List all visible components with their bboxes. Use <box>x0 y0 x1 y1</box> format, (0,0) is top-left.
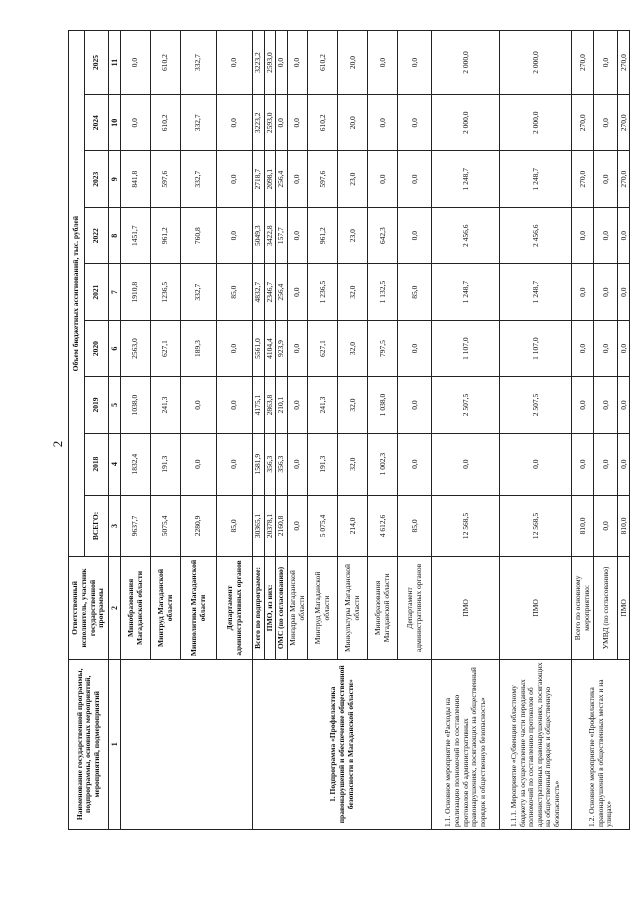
value-cell: 2863,8 <box>264 377 276 433</box>
value-cell: 2 000,0 <box>500 31 572 95</box>
value-cell: 760,8 <box>181 207 217 263</box>
executor-cell: ПМО <box>618 557 630 659</box>
value-cell: 256,4 <box>276 264 288 320</box>
value-cell: 610,2 <box>151 31 181 95</box>
executor-cell: Минтруд Магаданской области <box>308 557 338 659</box>
header-year: 2022 <box>85 207 109 263</box>
value-cell: 0,0 <box>217 377 253 433</box>
measure-name: 1.1.1. Мероприятие «Субвенции областному бюджету на осуществление части переданных полномочий по составлению протоколов об административных правонарушениях, посягающих на общественный порядок и общественную безопасность» <box>500 659 572 829</box>
value-cell: 0,0 <box>572 320 594 376</box>
executor-cell: Минобразования Магаданской области <box>121 557 151 659</box>
value-cell: 270,0 <box>618 95 630 151</box>
table-row <box>572 31 594 830</box>
value-cell: 0,0 <box>594 377 618 433</box>
value-cell: 0,0 <box>618 433 630 495</box>
header-year: 2020 <box>85 320 109 376</box>
value-cell: 356,3 <box>264 433 276 495</box>
value-cell: 0,0 <box>217 31 253 95</box>
table-row <box>500 31 572 830</box>
value-cell: 2 000,0 <box>500 95 572 151</box>
value-cell: 12 568,5 <box>432 495 500 557</box>
value-cell: 0,0 <box>217 95 253 151</box>
value-cell: 0,0 <box>618 264 630 320</box>
value-cell: 0,0 <box>618 320 630 376</box>
value-cell: 4 612,6 <box>368 495 398 557</box>
value-cell: 2346,7 <box>264 264 276 320</box>
value-cell: 0,0 <box>121 95 151 151</box>
value-cell: 1 248,7 <box>432 264 500 320</box>
value-cell: 2593,0 <box>264 31 276 95</box>
value-cell: 0,0 <box>500 433 572 495</box>
value-cell: 2 000,0 <box>432 95 500 151</box>
value-cell: 610,2 <box>308 95 338 151</box>
value-cell: 270,0 <box>618 31 630 95</box>
value-cell: 0,0 <box>288 95 308 151</box>
column-number: 10 <box>109 95 121 151</box>
value-cell: 0,0 <box>181 433 217 495</box>
table-row <box>253 31 265 830</box>
value-cell: 5075,4 <box>151 495 181 557</box>
value-cell: 332,7 <box>181 264 217 320</box>
value-cell: 270,0 <box>572 31 594 95</box>
column-number: 1 <box>109 659 121 829</box>
value-cell: 2 507,5 <box>432 377 500 433</box>
value-cell: 85,0 <box>217 264 253 320</box>
header-year: 2021 <box>85 264 109 320</box>
value-cell: 0,0 <box>217 320 253 376</box>
value-cell: 0,0 <box>432 433 500 495</box>
value-cell: 0,0 <box>368 151 398 207</box>
value-cell: 2 507,5 <box>500 377 572 433</box>
value-cell: 332,7 <box>181 151 217 207</box>
value-cell: 0,0 <box>618 377 630 433</box>
value-cell: 23,0 <box>338 151 368 207</box>
table-row <box>121 31 151 830</box>
value-cell: 332,7 <box>181 95 217 151</box>
measure-1-1-1-rows <box>500 31 572 830</box>
measure-1-2-rows <box>572 31 630 830</box>
executor-cell: Минтруд Магаданской области <box>151 557 181 659</box>
header-year: 2018 <box>85 433 109 495</box>
executor-cell: ПМО <box>500 557 572 659</box>
executor-cell: Департамент административных органов <box>217 557 253 659</box>
column-number: 9 <box>109 151 121 207</box>
value-cell: 210,1 <box>276 377 288 433</box>
value-cell: 3223,2 <box>253 95 265 151</box>
value-cell: 9637,7 <box>121 495 151 557</box>
value-cell: 0,0 <box>368 95 398 151</box>
value-cell: 1 107,0 <box>432 320 500 376</box>
column-number: 5 <box>109 377 121 433</box>
executor-cell: Минздрав Магаданской области <box>288 557 308 659</box>
value-cell: 85,0 <box>398 264 432 320</box>
value-cell: 4832,7 <box>253 264 265 320</box>
value-cell: 2 456,6 <box>432 207 500 263</box>
column-number: 2 <box>109 557 121 659</box>
value-cell: 1451,7 <box>121 207 151 263</box>
header-year: 2023 <box>85 151 109 207</box>
header-year: 2019 <box>85 377 109 433</box>
value-cell: 189,3 <box>181 320 217 376</box>
value-cell: 0,0 <box>288 377 308 433</box>
value-cell: 241,3 <box>151 377 181 433</box>
value-cell: 0,0 <box>217 151 253 207</box>
value-cell: 356,3 <box>276 433 288 495</box>
value-cell: 2280,9 <box>181 495 217 557</box>
value-cell: 0,0 <box>398 207 432 263</box>
value-cell: 0,0 <box>276 95 288 151</box>
executor-cell: Минобразования Магаданской области <box>368 557 398 659</box>
value-cell: 2098,1 <box>264 151 276 207</box>
value-cell: 1 248,7 <box>432 151 500 207</box>
executor-cell: ПМО, из них: <box>264 557 276 659</box>
header-name: Наименование государственной программы, подпрограммы, основных мероприятий, мероприятий, подмероприятий <box>69 659 109 829</box>
value-cell: 5561,0 <box>253 320 265 376</box>
value-cell: 0,0 <box>572 433 594 495</box>
value-cell: 20,0 <box>338 95 368 151</box>
value-cell: 2593,0 <box>264 95 276 151</box>
value-cell: 0,0 <box>288 320 308 376</box>
header-funding: Объем бюджетных ассигнований, тыс. рублей <box>69 31 85 557</box>
header-year: 2025 <box>85 31 109 95</box>
value-cell: 1 248,7 <box>500 151 572 207</box>
column-number: 4 <box>109 433 121 495</box>
value-cell: 1581,9 <box>253 433 265 495</box>
executor-cell: Минкультуры Магаданской области <box>338 557 368 659</box>
value-cell: 0,0 <box>594 31 618 95</box>
value-cell: 0,0 <box>181 377 217 433</box>
value-cell: 20,0 <box>338 31 368 95</box>
value-cell: 0,0 <box>594 433 618 495</box>
value-cell: 1038,0 <box>121 377 151 433</box>
program-name-cell <box>121 659 253 829</box>
value-cell: 0,0 <box>398 377 432 433</box>
value-cell: 0,0 <box>288 207 308 263</box>
value-cell: 1 236,5 <box>308 264 338 320</box>
value-cell: 961,2 <box>308 207 338 263</box>
value-cell: 0,0 <box>288 495 308 557</box>
value-cell: 12 568,5 <box>500 495 572 557</box>
value-cell: 0,0 <box>594 264 618 320</box>
value-cell: 85,0 <box>398 495 432 557</box>
value-cell: 85,0 <box>217 495 253 557</box>
value-cell: 0,0 <box>572 377 594 433</box>
value-cell: 642,3 <box>368 207 398 263</box>
value-cell: 0,0 <box>594 495 618 557</box>
value-cell: 0,0 <box>572 264 594 320</box>
value-cell: 1236,5 <box>151 264 181 320</box>
value-cell: 0,0 <box>398 151 432 207</box>
value-cell: 20378,1 <box>264 495 276 557</box>
value-cell: 1910,8 <box>121 264 151 320</box>
value-cell: 0,0 <box>368 31 398 95</box>
table-row <box>432 31 500 830</box>
executor-cell: Всего по основному мероприятию: <box>572 557 594 659</box>
column-number: 8 <box>109 207 121 263</box>
header-total: ВСЕГО: <box>85 495 109 557</box>
rotated-table-page <box>68 30 628 830</box>
value-cell: 30365,1 <box>253 495 265 557</box>
executor-cell: УМВД (по согласованию) <box>594 557 618 659</box>
value-cell: 256,4 <box>276 151 288 207</box>
value-cell: 610,2 <box>308 31 338 95</box>
column-number: 6 <box>109 320 121 376</box>
value-cell: 23,0 <box>338 207 368 263</box>
value-cell: 4104,4 <box>264 320 276 376</box>
value-cell: 2160,8 <box>276 495 288 557</box>
measure-name: 1.2. Основное мероприятие «Профилактика правонарушений в общественных местах и на улицах» <box>572 659 630 829</box>
value-cell: 1 038,0 <box>368 377 398 433</box>
page-number: 2 <box>50 440 65 448</box>
value-cell: 0,0 <box>594 95 618 151</box>
value-cell: 191,3 <box>308 433 338 495</box>
value-cell: 0,0 <box>288 433 308 495</box>
value-cell: 5 075,4 <box>308 495 338 557</box>
column-number: 3 <box>109 495 121 557</box>
executor-cell: Всего по подпрограмме: <box>253 557 265 659</box>
value-cell: 32,0 <box>338 377 368 433</box>
value-cell: 0,0 <box>398 433 432 495</box>
value-cell: 0,0 <box>398 320 432 376</box>
value-cell: 32,0 <box>338 264 368 320</box>
subprogram-name: 1. Подпрограмма «Профилактика правонарушений и обеспечение общественной безопасности в Магаданской области» <box>253 659 432 829</box>
value-cell: 627,1 <box>151 320 181 376</box>
executor-cell: Департамент административных органов <box>398 557 432 659</box>
budget-table <box>68 30 630 830</box>
column-number: 11 <box>109 31 121 95</box>
value-cell: 0,0 <box>398 95 432 151</box>
value-cell: 0,0 <box>217 433 253 495</box>
value-cell: 597,6 <box>151 151 181 207</box>
value-cell: 0,0 <box>594 207 618 263</box>
value-cell: 1 248,7 <box>500 264 572 320</box>
value-cell: 2 000,0 <box>432 31 500 95</box>
value-cell: 0,0 <box>594 320 618 376</box>
value-cell: 2563,0 <box>121 320 151 376</box>
value-cell: 1832,4 <box>121 433 151 495</box>
value-cell: 597,6 <box>308 151 338 207</box>
value-cell: 1 107,0 <box>500 320 572 376</box>
header-executor: Ответственный исполнитель, участник государственной программы <box>69 557 109 659</box>
value-cell: 0,0 <box>217 207 253 263</box>
value-cell: 810,0 <box>618 495 630 557</box>
value-cell: 961,2 <box>151 207 181 263</box>
measure-name: 1.1. Основное мероприятие «Расходы на реализацию полномочий по составлению протоколов об административных правонарушениях, посягающих на общественный порядок и общественную безопасность» <box>432 659 500 829</box>
value-cell: 3422,8 <box>264 207 276 263</box>
executor-cell: ПМО <box>432 557 500 659</box>
value-cell: 627,1 <box>308 320 338 376</box>
value-cell: 797,5 <box>368 320 398 376</box>
value-cell: 191,3 <box>151 433 181 495</box>
column-number: 7 <box>109 264 121 320</box>
value-cell: 0,0 <box>618 207 630 263</box>
value-cell: 0,0 <box>288 151 308 207</box>
executor-cell: ОМС (по согласованию) <box>276 557 288 659</box>
value-cell: 332,7 <box>181 31 217 95</box>
value-cell: 2 456,6 <box>500 207 572 263</box>
value-cell: 32,0 <box>338 433 368 495</box>
value-cell: 810,0 <box>572 495 594 557</box>
value-cell: 157,7 <box>276 207 288 263</box>
measure-1-1-rows <box>432 31 500 830</box>
program-rows <box>121 31 253 830</box>
value-cell: 0,0 <box>121 31 151 95</box>
value-cell: 270,0 <box>572 95 594 151</box>
value-cell: 1 002,3 <box>368 433 398 495</box>
value-cell: 0,0 <box>398 31 432 95</box>
value-cell: 610,2 <box>151 95 181 151</box>
value-cell: 0,0 <box>288 31 308 95</box>
value-cell: 270,0 <box>618 151 630 207</box>
executor-cell: Минполитики Магаданской области <box>181 557 217 659</box>
value-cell: 1 132,5 <box>368 264 398 320</box>
header-year: 2024 <box>85 95 109 151</box>
value-cell: 270,0 <box>572 151 594 207</box>
value-cell: 0,0 <box>594 151 618 207</box>
value-cell: 241,3 <box>308 377 338 433</box>
value-cell: 0,0 <box>572 207 594 263</box>
value-cell: 841,8 <box>121 151 151 207</box>
value-cell: 32,0 <box>338 320 368 376</box>
value-cell: 214,0 <box>338 495 368 557</box>
value-cell: 3223,2 <box>253 31 265 95</box>
value-cell: 0,0 <box>288 264 308 320</box>
value-cell: 4175,1 <box>253 377 265 433</box>
subprogram-rows <box>253 31 432 830</box>
value-cell: 2718,7 <box>253 151 265 207</box>
value-cell: 0,0 <box>276 31 288 95</box>
value-cell: 5049,3 <box>253 207 265 263</box>
value-cell: 923,9 <box>276 320 288 376</box>
